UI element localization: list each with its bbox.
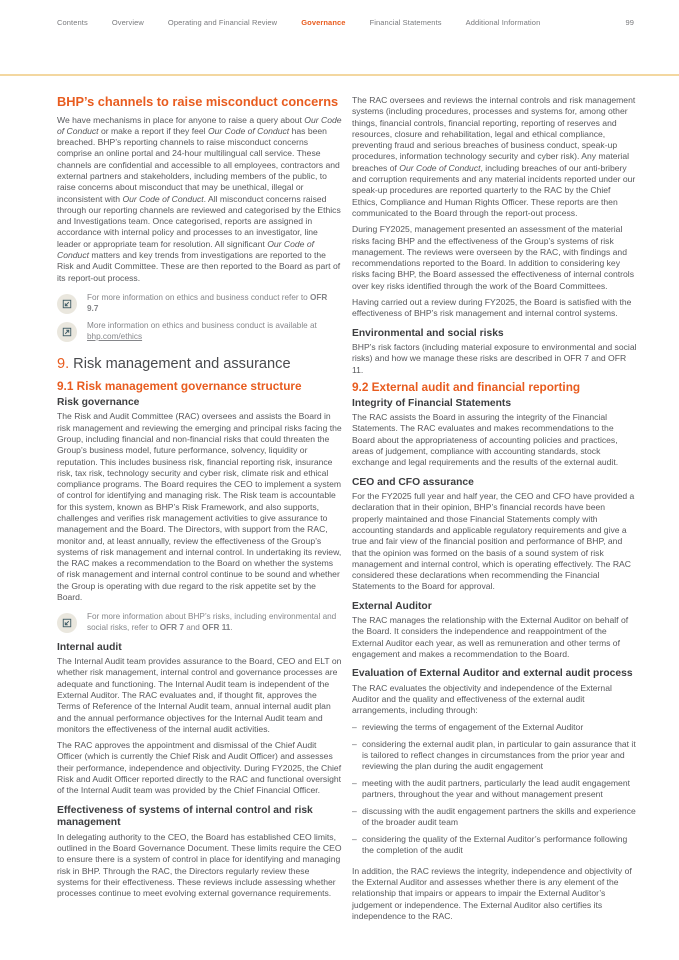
- top-nav: [57, 18, 634, 27]
- evaluation-bullet: – considering the external audit plan, in particular to gain assurance that it is tailored to reflect changes in circumstances from the prior year and reviewing the plan during the audit engagement: [352, 739, 637, 773]
- evaluation-bullet: – considering the quality of the External Auditor’s performance following the completion of the audit: [352, 834, 637, 857]
- right-column: [352, 95, 637, 927]
- page-body: [57, 95, 637, 927]
- ceo-cfo-assurance-heading: CEO and CFO assurance: [352, 476, 474, 488]
- rac-oversight-paragraph: The RAC oversees and reviews the internal controls and risk management systems (including procedures, processes and systems for, among other things, financial controls, financial reporting, reporting of reserves and resources, closure and rehabilitation, legal and ethical compliance, preventing fraud and serious breaches of business conduct, speak-up procedures, information technology security and cyber risk). Any material breaches of Our Code of Conduct, including breaches of our anti-bribery and corruption requirements and any material incidents reported under our speak-up procedures are reported quarterly to the RAC by the Chief Ethics, Compliance and Human Rights Officer. These reports are then communicated to the Board through the report-out process.: [352, 95, 636, 218]
- effectiveness-heading: Effectiveness of systems of internal control and risk management: [57, 804, 313, 829]
- callout-text: [87, 321, 337, 342]
- header-divider: [0, 74, 679, 76]
- nav-item-financial-statements[interactable]: Financial Statements: [369, 18, 442, 27]
- fy2025-assessment-paragraph: During FY2025, management presented an assessment of the material risks facing BHP and the effectiveness of the Group’s systems of risk management. The reviews were overseen by the RAC, with findings and recommendations reported to the Board. In addition to considering key risks facing BHP, the Board assessed the effectiveness of internal controls over key risks identified through the work of the Board Committees.: [352, 224, 634, 291]
- evaluation-bullet: – discussing with the audit engagement partners the skills and experience of the broader audit team: [352, 806, 637, 829]
- callout-text: For more information about BHP’s risks, including environmental and social risks, refer to OFR 7 and OFR 11.: [87, 612, 337, 632]
- internal-audit-paragraph-1: The Internal Audit team provides assurance to the Board, CEO and ELT on whether risk management, internal control and governance processes are adequate and functioning. The Internal Audit team is independent of the External Auditor. The RAC evaluates and, if thought fit, approves the Terms of Reference of the Internal Audit team, annual internal audit plan and the annual performance objectives for the Internal Audit team and monitors the effectiveness of the internal audit activities.: [57, 656, 342, 734]
- page-number: 99: [625, 18, 634, 27]
- section-9-2-heading: 9.2 External audit and financial reporting: [352, 380, 581, 395]
- misconduct-heading: BHP’s channels to raise misconduct concerns: [57, 94, 339, 109]
- callout-ethics-link: [57, 321, 342, 342]
- callout-text: For more information on ethics and business conduct refer to OFR 9.7: [87, 292, 328, 313]
- left-column: [57, 95, 342, 927]
- ceo-cfo-assurance-paragraph: For the FY2025 full year and half year, the CEO and CFO have provided a declaration that in their opinion, BHP’s financial records have been properly maintained and those Financial Statements comply with accounting standards and applicable regulatory requirements and give a true and fair view of the financial position and performance of BHP, and that the opinion was formed on the basis of a sound system of risk management and internal control, which is operating effectively. The RAC considered these declarations when recommending the Financial Statements to the Board for approval.: [352, 491, 635, 592]
- ethics-link[interactable]: bhp.com/ethics: [87, 331, 143, 341]
- section-9-heading: [57, 356, 342, 373]
- evaluation-bullet: – meeting with the audit partners, particularly the lead audit engagement partners, throughout the year and without management present: [352, 778, 637, 801]
- risk-governance-paragraph: The Risk and Audit Committee (RAC) oversees and assists the Board in risk management and reviewing the emerging and principal risks facing the Group, including financial and non-financial risks that could threaten the Group’s business model, future performance, solvency, liquidity or reputation. This includes business risk, financial reporting risk, insurance risk, tax risk, technology security and cyber risk, climate risk and ethical compliance programs. The Board requires the CEO to implement a system of control for identifying and managing risk. The Risk team is accountable for this system, known as BHP’s Risk Framework, and also supports, challenges and verifies risk management activities to give assurance to management and the Board. The Directors, with support from the RAC, monitor and, at least annually, review the effectiveness of the Group’s systems of risk management and internal control. In undertaking its review, the RAC makes a recommendation to the Board on whether the systems of risk management and internal control continue to be sound and whether the Group is operating with due regard to the risk appetite set by the Board.: [57, 411, 342, 603]
- nav-item-governance[interactable]: Governance: [301, 18, 346, 27]
- internal-audit-heading: Internal audit: [57, 641, 122, 653]
- section-9-title: Risk management and assurance: [73, 356, 291, 373]
- callout-ofr-9-7: [57, 293, 342, 314]
- misconduct-paragraph: We have mechanisms in place for anyone to raise a query about Our Code of Conduct or make a report if they feel Our Code of Conduct has been breached. BHP’s reporting channels to raise misconduct concerns comprise an online portal and 24-hour multilingual call service. These channels are confidential and accessible to all employees, contractors and external partners and stakeholders, including members of the public, to raise concerns about misconduct that may be unethical, illegal or inconsistent with Our Code of Conduct. All misconduct concerns raised through our reporting channels are reviewed and categorised by the Ethics and Investigations team. Once categorised, reports are assigned in accordance with internal policy and processes to an investigator, line leader or appropriate team for resolution. All significant Our Code of Conduct matters and key trends from investigations are reported to the Risk and Audit Committee. These are then reported to the Board as part of its report-out process.: [57, 114, 342, 283]
- external-auditor-paragraph: The RAC manages the relationship with the External Auditor on behalf of the Board. It considers the independence and reappointment of the External Auditor each year, as well as remuneration and other terms of engagement and makes a recommendation to the Board.: [352, 615, 629, 660]
- evaluation-closing-paragraph: In addition, the RAC reviews the integrity, independence and objectivity of the External Auditor and assesses whether there is any element of the relationship that impairs or appears to impair the External Auditor’s judgement or independence. The External Auditor also certifies its independence to the RAC.: [352, 865, 632, 921]
- environmental-social-risks-paragraph: BHP’s risk factors (including material exposure to environmental and social risks) and how we manage these risks are described in OFR 7 and OFR 11.: [352, 342, 637, 375]
- refer-icon: [57, 294, 77, 314]
- callout-ofr-7-11: [57, 612, 342, 633]
- integrity-heading: Integrity of Financial Statements: [352, 397, 512, 409]
- callout-text-prefix: More information on ethics and business conduct is available at: [87, 321, 317, 331]
- board-satisfied-paragraph: Having carried out a review during FY2025, the Board is satisfied with the effectiveness of BHP’s risk management and internal control systems.: [352, 297, 632, 319]
- section-9-1-heading: 9.1 Risk management governance structure: [57, 379, 302, 394]
- nav-item-operating-financial-review[interactable]: Operating and Financial Review: [167, 18, 278, 27]
- evaluation-bullet: – reviewing the terms of engagement of the External Auditor: [352, 722, 637, 733]
- environmental-social-risks-heading: Environmental and social risks: [352, 327, 504, 339]
- evaluation-heading: Evaluation of External Auditor and external audit process: [352, 668, 633, 680]
- section-9-number: 9.: [57, 356, 70, 373]
- nav-item-contents[interactable]: Contents: [57, 18, 88, 27]
- external-link-icon: [57, 322, 77, 342]
- risk-governance-heading: Risk governance: [57, 396, 140, 408]
- effectiveness-paragraph: In delegating authority to the CEO, the Board has established CEO limits, outlined in the Board Governance Document. These limits require the CEO to ensure there is a system of control in place for identifying and managing risk in BHP. Through the RAC, the Directors regularly review these systems for their effectiveness. These reviews include assessing whether processes continue to meet evolving external governance requirements.: [57, 831, 342, 899]
- refer-icon: [57, 613, 77, 633]
- internal-audit-paragraph-2: The RAC approves the appointment and dismissal of the Chief Audit Officer (which is currently the Chief Risk and Audit Officer) and assesses their performance, independence and objectivity. During FY2025, the Chief Risk and Audit Officer reported directly to the RAC and functional oversight of the Internal Audit team was provided by the Chief Financial Officer.: [57, 740, 342, 796]
- external-auditor-heading: External Auditor: [352, 600, 432, 612]
- integrity-paragraph: The RAC assists the Board in assuring the integrity of the Financial Statements. The RAC evaluates and makes recommendations to the Board about the appropriateness of accounting policies and practices, areas of judgement, compliance with accounting standards, stock exchange and legal requirements and the results of the external audit.: [352, 412, 619, 468]
- nav-item-overview[interactable]: Overview: [111, 18, 144, 27]
- evaluation-bullet-list: [352, 722, 637, 857]
- evaluation-intro-paragraph: The RAC evaluates the objectivity and independence of the External Auditor and the quality and effectiveness of the external audit arrangements, including through:: [352, 682, 612, 716]
- nav-item-additional-information[interactable]: Additional Information: [465, 18, 541, 27]
